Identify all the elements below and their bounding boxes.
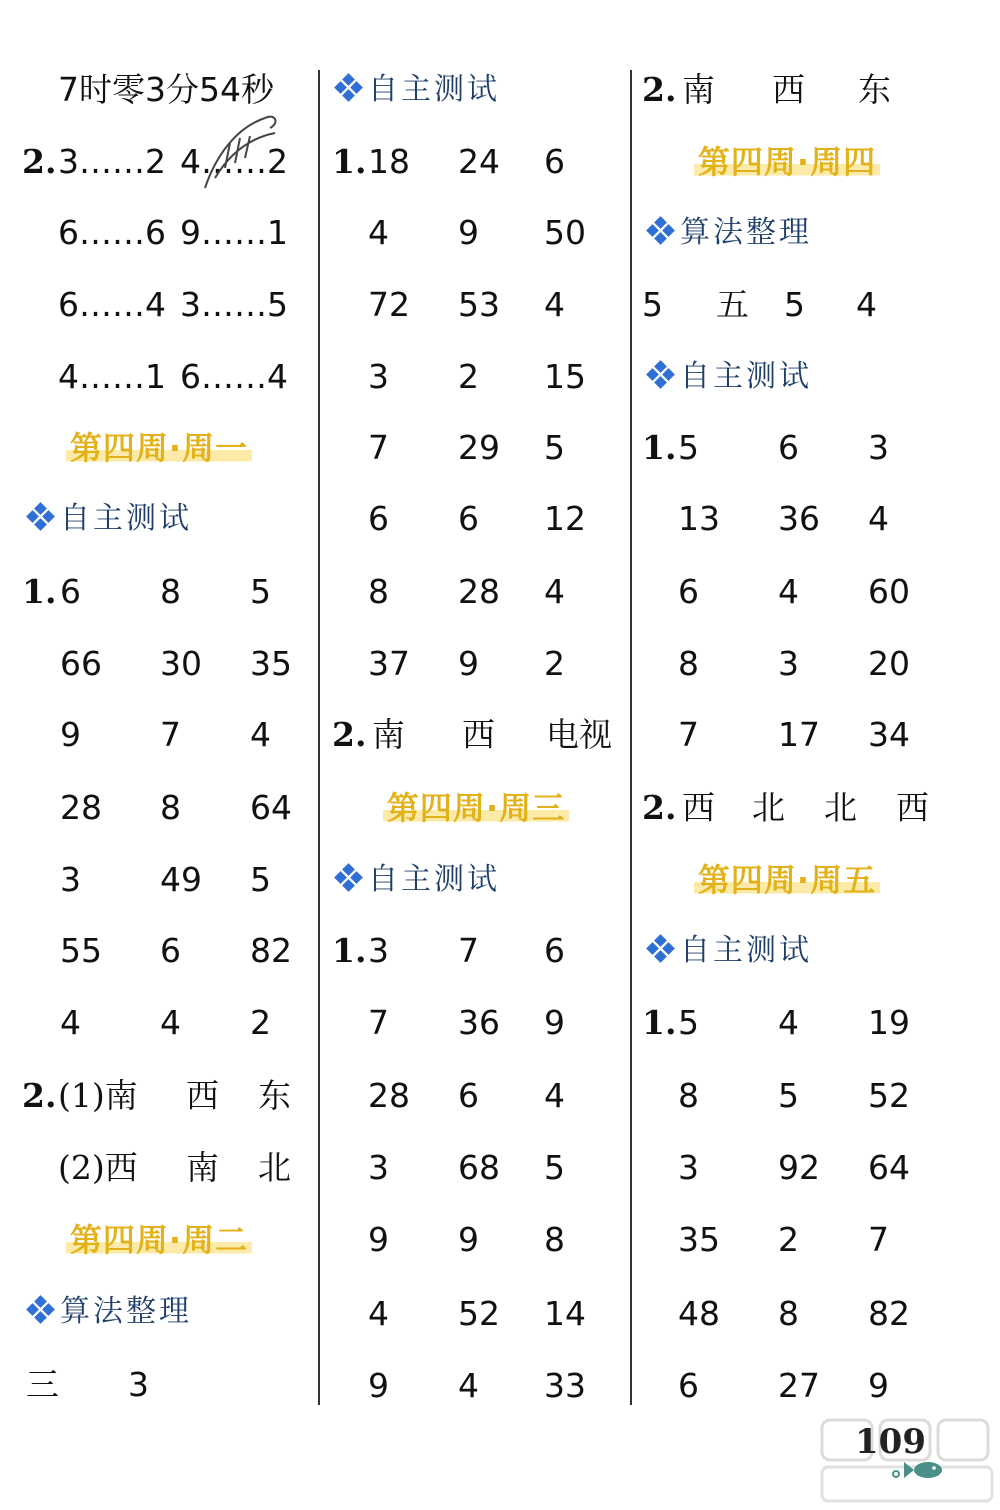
row: [634, 993, 1000, 1053]
answer-cell: 6: [678, 572, 699, 611]
row: [634, 418, 1000, 478]
answer-cell: 19: [868, 1003, 910, 1042]
section-title: 自主测试: [28, 489, 192, 549]
row: [322, 347, 630, 407]
column-divider: [318, 70, 320, 1405]
answer-cell: 28: [60, 788, 102, 827]
answer-cell: 3: [128, 1365, 149, 1404]
answer-cell: 35: [678, 1220, 720, 1259]
row: [322, 203, 630, 263]
diamond-icon: [336, 865, 362, 891]
section-title: 自主测试: [336, 60, 500, 120]
answer-cell: 7: [868, 1220, 889, 1259]
question-label: 2.: [22, 1076, 57, 1115]
pen-scribble-mark: [195, 108, 285, 198]
answer-text: 7时零3分54秒: [58, 70, 274, 109]
answer-cell: 4……1: [58, 357, 166, 396]
answer-cell: 53: [458, 285, 500, 324]
answer-cell: 17: [778, 715, 820, 754]
diamond-icon: [28, 504, 54, 530]
answer-cell: 4: [544, 572, 565, 611]
row: [634, 1356, 1000, 1416]
answer-cell: 36: [458, 1003, 500, 1042]
answer-cell: 4: [778, 1003, 799, 1042]
row: [0, 705, 318, 765]
section-heading: 第四周·周五: [634, 850, 940, 910]
column-1: [0, 0, 318, 1420]
row: [0, 562, 318, 622]
answer-cell: 55: [60, 931, 102, 970]
answer-cell: 2: [544, 644, 565, 683]
answer-cell: 南: [372, 715, 405, 754]
row: [322, 562, 630, 622]
answer-cell: 5: [778, 1076, 799, 1115]
answer-cell: 西: [462, 715, 495, 754]
diamond-icon: [336, 75, 362, 101]
answer-cell: 2: [250, 1003, 271, 1042]
answer-cell: 三: [26, 1365, 59, 1404]
answer-cell: 50: [544, 213, 586, 252]
section-title: 自主测试: [336, 850, 500, 910]
row: [322, 1210, 630, 1270]
answer-cell: 6……4: [58, 285, 166, 324]
answer-cell: 24: [458, 142, 500, 181]
answer-cell: 7: [458, 931, 479, 970]
answer-cell: 72: [368, 285, 410, 324]
answer-cell: 5: [250, 860, 271, 899]
answer-cell: 6: [678, 1366, 699, 1405]
answer-cell: 82: [250, 931, 292, 970]
row: [634, 489, 1000, 549]
answer-cell: 6: [368, 499, 389, 538]
answer-cell: 52: [868, 1076, 910, 1115]
question-label: 2.: [642, 788, 677, 827]
row: [322, 1066, 630, 1126]
question-label: 1.: [642, 428, 677, 467]
answer-cell: 3: [368, 1148, 389, 1187]
answer-cell: 14: [544, 1294, 586, 1333]
answer-cell: 东: [858, 70, 891, 109]
answer-cell: 4: [856, 285, 877, 324]
section-heading: 第四周·周四: [634, 132, 940, 192]
answer-cell: 4: [368, 213, 389, 252]
row: [322, 489, 630, 549]
answer-cell: 6: [778, 428, 799, 467]
answer-cell: 28: [458, 572, 500, 611]
answer-cell: 3……2: [58, 142, 166, 181]
answer-cell: 4: [544, 285, 565, 324]
page-number: 109: [855, 1422, 926, 1462]
answer-cell: 33: [544, 1366, 586, 1405]
answer-cell: 北: [752, 788, 785, 827]
column-2: [322, 0, 630, 1420]
answer-cell: 8: [544, 1220, 565, 1259]
answer-cell: 9: [868, 1366, 889, 1405]
answer-cell: 92: [778, 1148, 820, 1187]
section-title: 算法整理: [648, 203, 812, 263]
answer-cell: 3: [368, 357, 389, 396]
answer-cell: 3: [368, 931, 389, 970]
answer-cell: 9: [368, 1220, 389, 1259]
answer-cell: 60: [868, 572, 910, 611]
answer-cell: 27: [778, 1366, 820, 1405]
answer-cell: 82: [868, 1294, 910, 1333]
answer-cell: 18: [368, 142, 410, 181]
answer-cell: 2: [458, 357, 479, 396]
answer-cell: 8: [160, 788, 181, 827]
question-label: 2.: [22, 142, 57, 181]
section-heading: 第四周·周一: [0, 418, 318, 478]
row: [634, 275, 1000, 335]
question-label: 1.: [22, 572, 57, 611]
answer-cell: 8: [778, 1294, 799, 1333]
answer-cell: 西: [682, 788, 715, 827]
answer-cell: 4: [60, 1003, 81, 1042]
row: [634, 1284, 1000, 1344]
answer-cell: 4: [868, 499, 889, 538]
section-title: 自主测试: [648, 347, 812, 407]
answer-cell: 3: [868, 428, 889, 467]
answer-cell: 15: [544, 357, 586, 396]
answer-cell: 5: [678, 428, 699, 467]
answer-cell: 34: [868, 715, 910, 754]
question-label: 1.: [642, 1003, 677, 1042]
answer-cell: 64: [868, 1148, 910, 1187]
answer-cell: 西: [186, 1076, 219, 1115]
answer-cell: 9: [458, 1220, 479, 1259]
row: [634, 634, 1000, 694]
diamond-icon: [28, 1297, 54, 1323]
answer-cell: 西: [896, 788, 929, 827]
row: [322, 418, 630, 478]
answer-cell: (1)南: [58, 1076, 138, 1115]
row: [634, 60, 1000, 120]
answer-cell: 49: [160, 860, 202, 899]
answer-cell: 7: [678, 715, 699, 754]
answer-cell: 9: [458, 644, 479, 683]
answer-cell: (2)西: [58, 1148, 138, 1187]
answer-cell: 9……1: [180, 213, 288, 252]
answer-cell: 6: [544, 142, 565, 181]
section-title: 自主测试: [648, 921, 812, 981]
row: [634, 1066, 1000, 1126]
answer-cell: 6: [458, 1076, 479, 1115]
row: [322, 634, 630, 694]
section-heading: 第四周·周三: [322, 778, 630, 838]
row: [322, 705, 630, 765]
answer-cell: 4: [778, 572, 799, 611]
section-heading: 第四周·周二: [0, 1210, 318, 1270]
row: [0, 921, 318, 981]
question-label: 2.: [332, 715, 367, 754]
row: [322, 1138, 630, 1198]
question-label: 1.: [332, 142, 367, 181]
answer-cell: 30: [160, 644, 202, 683]
answer-cell: 5: [250, 572, 271, 611]
answer-cell: 64: [250, 788, 292, 827]
answer-cell: 5: [784, 285, 805, 324]
answer-cell: 东: [258, 1076, 291, 1115]
answer-cell: 6……6: [58, 213, 166, 252]
answer-cell: 7: [368, 1003, 389, 1042]
answer-cell: 9: [60, 715, 81, 754]
row: [0, 1355, 318, 1415]
answer-cell: 36: [778, 499, 820, 538]
row: [0, 1138, 318, 1198]
answer-cell: 9: [458, 213, 479, 252]
row: [322, 1284, 630, 1344]
row: [0, 778, 318, 838]
answer-cell: 3: [778, 644, 799, 683]
row: [322, 1356, 630, 1416]
question-label: 1.: [332, 931, 367, 970]
answer-cell: 5: [642, 285, 663, 324]
diamond-icon: [648, 936, 674, 962]
answer-cell: 南: [682, 70, 715, 109]
row: [322, 993, 630, 1053]
row: [322, 921, 630, 981]
row: [0, 850, 318, 910]
answer-cell: 4: [458, 1366, 479, 1405]
answer-cell: 北: [258, 1148, 291, 1187]
diamond-icon: [648, 218, 674, 244]
answer-cell: 8: [678, 644, 699, 683]
diamond-icon: [648, 362, 674, 388]
answer-cell: 5: [544, 1148, 565, 1187]
answer-cell: 电视: [546, 715, 612, 754]
answer-cell: 8: [678, 1076, 699, 1115]
answer-cell: 8: [368, 572, 389, 611]
answer-cell: 4……2: [180, 142, 288, 181]
answer-cell: 37: [368, 644, 410, 683]
answer-cell: 9: [544, 1003, 565, 1042]
answer-cell: 7: [160, 715, 181, 754]
answer-cell: 4: [160, 1003, 181, 1042]
row: [322, 132, 630, 192]
answer-cell: 6: [544, 931, 565, 970]
answer-cell: 4: [544, 1076, 565, 1115]
answer-cell: 29: [458, 428, 500, 467]
row: [322, 275, 630, 335]
answer-cell: 3……5: [180, 285, 288, 324]
row: [0, 275, 318, 335]
answer-cell: 8: [160, 572, 181, 611]
answer-cell: 4: [250, 715, 271, 754]
answer-cell: 48: [678, 1294, 720, 1333]
column-3: [634, 0, 1000, 1420]
answer-cell: 西: [772, 70, 805, 109]
answer-cell: 35: [250, 644, 292, 683]
answer-cell: 7: [368, 428, 389, 467]
answer-cell: 6: [60, 572, 81, 611]
answer-cell: 6……4: [180, 357, 288, 396]
answer-cell: 五: [716, 285, 749, 324]
answer-cell: 68: [458, 1148, 500, 1187]
row: [634, 562, 1000, 622]
answer-cell: 3: [678, 1148, 699, 1187]
answer-cell: 6: [458, 499, 479, 538]
answer-cell: 6: [160, 931, 181, 970]
row: [634, 705, 1000, 765]
answer-cell: 3: [60, 860, 81, 899]
section-title: 算法整理: [28, 1282, 192, 1342]
row: [634, 1138, 1000, 1198]
answer-cell: 12: [544, 499, 586, 538]
answer-cell: 20: [868, 644, 910, 683]
answer-cell: 52: [458, 1294, 500, 1333]
row: [0, 347, 318, 407]
answer-cell: 北: [824, 788, 857, 827]
answer-cell: 2: [778, 1220, 799, 1259]
answer-cell: 9: [368, 1366, 389, 1405]
row: [634, 1210, 1000, 1270]
answer-cell: 28: [368, 1076, 410, 1115]
fish-icon: [888, 1458, 948, 1482]
row: [0, 634, 318, 694]
answer-cell: 南: [186, 1148, 219, 1187]
row: [0, 203, 318, 263]
row: [634, 778, 1000, 838]
row: [0, 1066, 318, 1126]
answer-cell: 5: [678, 1003, 699, 1042]
answer-cell: 4: [368, 1294, 389, 1333]
column-divider: [630, 70, 632, 1405]
answer-cell: 13: [678, 499, 720, 538]
answer-cell: 66: [60, 644, 102, 683]
question-label: 2.: [642, 70, 677, 109]
row: [0, 993, 318, 1053]
answer-cell: 5: [544, 428, 565, 467]
